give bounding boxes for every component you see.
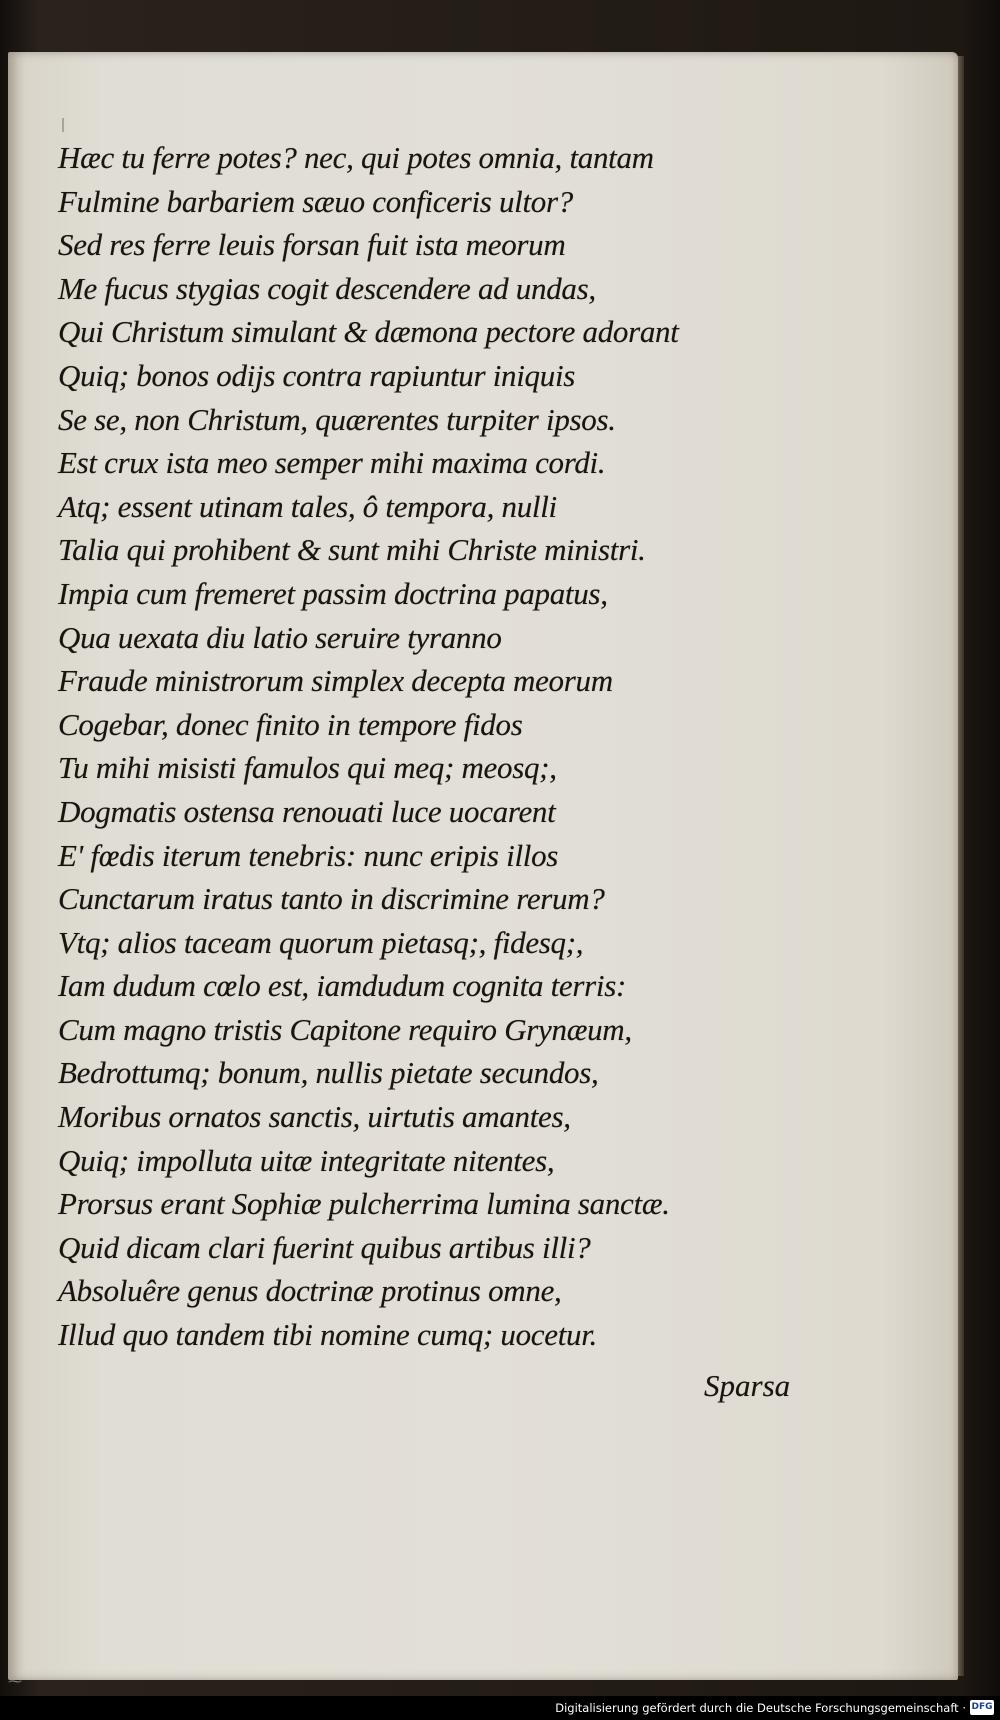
verse-line: Est crux ista meo semper mihi maxima cordi. [58,445,606,481]
verse-line: Se se, non Christum, quærentes turpiter ipsos. [58,401,616,437]
verse-line: Quid dicam clari fuerint quibus artibus illi? [58,1229,591,1265]
verse-line: Prorsus erant Sophiæ pulcherrima lumina sanctæ. [58,1186,670,1222]
verse-line: Fraude ministrorum simplex decepta meorum [58,663,613,699]
verse-line: Qui Christum simulant & dæmona pectore adorant [58,314,679,350]
verse-line: Illud quo tandem tibi nomine cumq; uocetur. [58,1317,597,1353]
verse-line: Tu mihi misisti famulos qui meq; meosq;, [58,750,557,786]
verse-line: Atq; essent utinam tales, ô tempora, nulli [58,488,557,524]
verse-line: Absoluêre genus doctrinæ protinus omne, [58,1273,562,1309]
funding-credit: Digitalisierung gefördert durch die Deutsche Forschungsgemeinschaft · [555,1701,966,1715]
verse-line: Iam dudum cœlo est, iamdudum cognita terris: [58,968,627,1004]
verse-line: Cum magno tristis Capitone requiro Grynæum, [58,1011,632,1047]
verse-line: Talia qui prohibent & sunt mihi Christe ministri. [58,532,646,568]
verse-line: Fulmine barbariem sæuo conficeris ultor? [58,183,573,219]
verse-line: Dogmatis ostensa renouati luce uocarent [58,793,556,829]
verse-line: Vtq; alios taceam quorum pietasq;, fidesq;, [58,924,584,960]
verse-list [58,136,918,1357]
verse-line: Cogebar, donec finito in tempore fidos [58,706,523,742]
page-corner-ornament: ⁓ [8,1675,22,1690]
verse-line: Bedrottumq; bonum, nullis pietate secundos, [58,1055,599,1091]
dfg-logo-icon: DFG [970,1700,994,1715]
verse-line: Quiq; impolluta uitæ integritate nitentes, [58,1142,555,1178]
page-edge [958,56,964,1676]
verse-line: Cunctarum iratus tanto in discrimine rerum? [58,881,605,917]
verse-line: Sed res ferre leuis forsan fuit ista meorum [58,227,566,263]
verse-line: Qua uexata diu latio seruire tyranno [58,619,502,655]
verse-line: Moribus ornatos sanctis, uirtutis amantes, [58,1099,571,1135]
verse-line: Quiq; bonos odijs contra rapiuntur iniquis [58,357,576,393]
catchword: Sparsa [704,1368,791,1403]
verse-line: Hæc tu ferre potes? nec, qui potes omnia, tantam [58,140,654,175]
stray-ink-mark [62,118,64,132]
verse-line: Me fucus stygias cogit descendere ad undas, [58,270,596,306]
verse-line: Impia cum fremeret passim doctrina papatus, [58,575,608,611]
footer-bar [0,1696,1000,1720]
verse-line: E' fœdis iterum tenebris: nunc eripis illos [58,837,559,873]
